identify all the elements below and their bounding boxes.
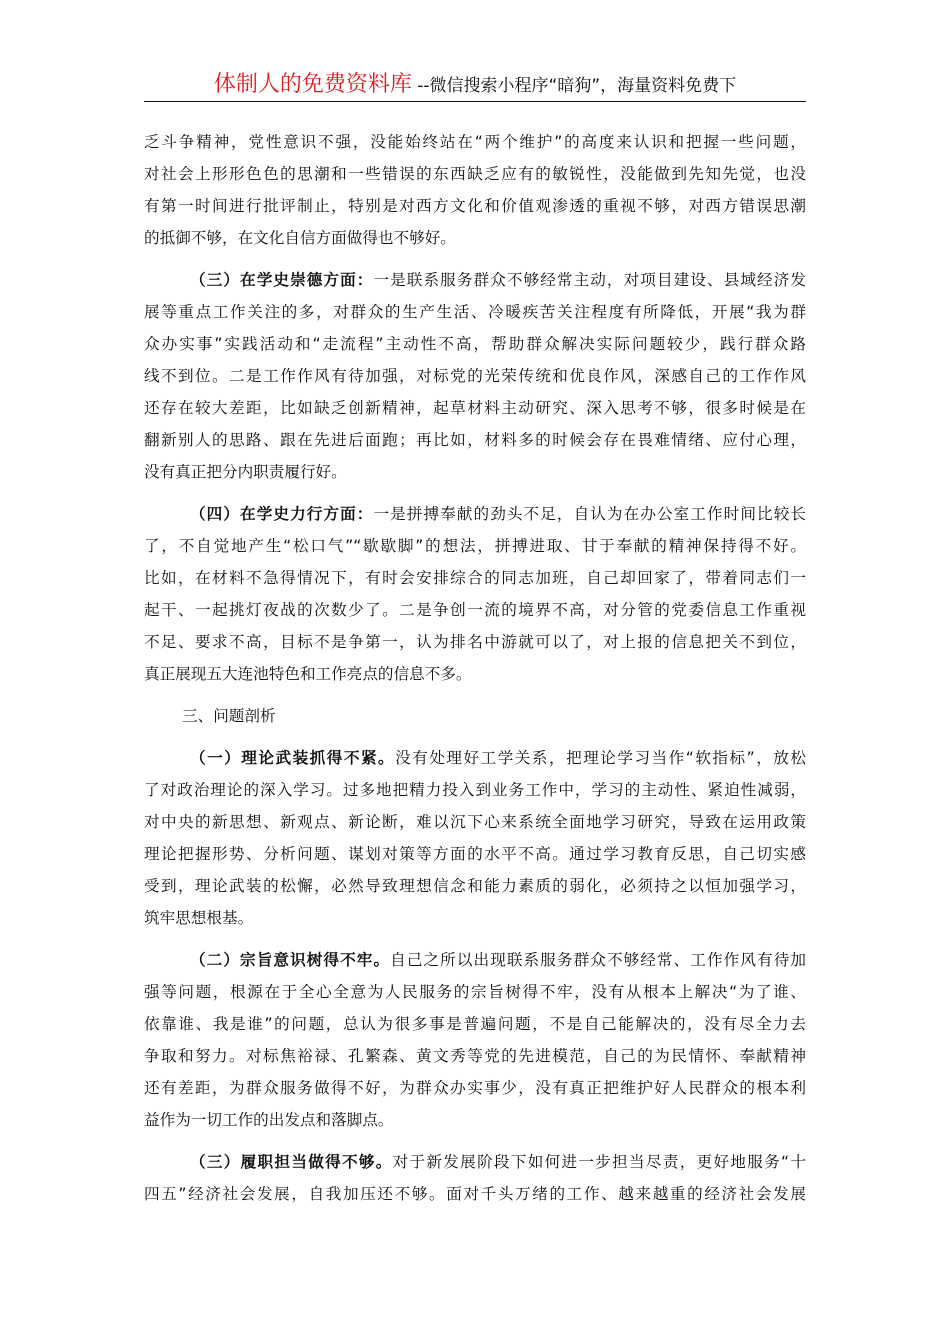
- text-line: 众办实事”实践活动和“走流程”主动性不高，帮助群众解决实际问题较少，践行群众路: [144, 335, 806, 353]
- text-line: 起干、一起挑灯夜战的次数少了。二是争创一流的境界不高，对分管的党委信息工作重视: [144, 601, 806, 619]
- text-line: 有第一时间进行批评制止，特别是对西方文化和价值观渗透的重视不够，对西方错误思潮: [144, 197, 806, 215]
- text-line: [144, 264, 806, 296]
- header-title-rest: --微信搜索小程序“暗狗”，海量资料免费下: [411, 76, 737, 96]
- text-line: 真正展现五大连池特色和工作亮点的信息不多。: [144, 665, 472, 683]
- text-line: [144, 1146, 806, 1178]
- paragraph: [144, 944, 806, 1136]
- text-line: [144, 498, 806, 530]
- text-line: 比如，在材料不急得情况下，有时会安排综合的同志加班，自己却回家了，带着同志们一: [144, 569, 806, 587]
- text-line: [144, 944, 806, 976]
- text-line: 没有真正把分内职责履行好。: [144, 463, 347, 481]
- text-line: 筑牢思想根基。: [144, 909, 254, 927]
- heading-text: 三、问题剖析: [182, 707, 276, 725]
- line-text: 一是联系服务群众不够经常主动，对项目建设、县域经济发: [373, 271, 806, 289]
- paragraph: [144, 742, 806, 934]
- text-line: 还有差距，为群众服务做得不好，为群众办实事少，没有真正把维护好人民群众的根本利: [144, 1079, 806, 1097]
- text-line: 对中央的新思想、新观点、新论断，难以沉下心来系统全面地学习研究，导致在运用政策: [144, 813, 806, 831]
- text-line: 了，不自觉地产生“松口气”“歇歇脚”的想法，拼搏进取、甘于奉献的精神保持得不好。: [144, 537, 806, 555]
- text-line: 益作为一切工作的出发点和落脚点。: [144, 1111, 394, 1129]
- document-body: [144, 126, 806, 1220]
- section-heading: [144, 700, 806, 732]
- paragraph: [144, 1146, 806, 1210]
- text-line: 展等重点工作关注的多，对群众的生产生活、冷暖疾苦关注程度有所降低，开展“我为群: [144, 303, 806, 321]
- text-line: 翻新别人的思路、跟在先进后面跑；再比如，材料多的时候会存在畏难情绪、应付心理，: [144, 431, 806, 449]
- line-text: 对于新发展阶段下如何进一步担当尽责，更好地服务“十: [392, 1153, 806, 1171]
- text-line: 受到，理论武装的松懈，必然导致理想信念和能力素质的弱化，必须持之以恒加强学习，: [144, 877, 806, 895]
- text-line: 还存在较大差距，比如缺乏创新精神，起草材料主动研究、深入思考不够，很多时候是在: [144, 399, 806, 417]
- paragraph-lead: （三）履职担当做得不够。: [190, 1153, 393, 1171]
- paragraph: [144, 264, 806, 488]
- text-line: 了对政治理论的深入学习。过多地把精力投入到业务工作中，学习的主动性、紧迫性减弱，: [144, 781, 806, 799]
- line-text: 没有处理好工学关系，把理论学习当作“软指标”，放松: [395, 749, 806, 767]
- text-line: 的抵御不够，在文化自信方面做得也不够好。: [144, 229, 456, 247]
- text-line: 线不到位。二是工作作风有待加强，对标党的光荣传统和优良作风，深感自己的工作作风: [144, 367, 806, 385]
- page-header: [144, 70, 806, 102]
- text-line: [144, 742, 806, 774]
- text-line: 理论把握形势、分析问题、谋划对策等方面的水平不高。通过学习教育反思，自己切实感: [144, 845, 806, 863]
- paragraph-lead: （二）宗旨意识树得不牢。: [190, 951, 391, 969]
- text-line: 不足、要求不高，目标不是争第一，认为排名中游就可以了，对上报的信息把关不到位，: [144, 633, 806, 651]
- text-line: 强等问题，根源在于全心全意为人民服务的宗旨树得不牢，没有从根本上解决“为了谁、: [144, 983, 806, 1001]
- paragraph-lead: （四）在学史力行方面：: [190, 505, 374, 523]
- paragraph-lead: （三）在学史崇德方面：: [190, 271, 374, 289]
- text-line: 乏斗争精神，党性意识不强，没能始终站在“两个维护”的高度来认识和把握一些问题，: [144, 133, 806, 151]
- header-title-red: 体制人的免费资料库: [213, 72, 412, 97]
- line-text: 一是拼搏奉献的劲头不足，自认为在办公室工作时间比较长: [373, 505, 806, 523]
- paragraph: [144, 126, 806, 254]
- line-text: 自己之所以出现联系服务群众不够经常、工作作风有待加: [390, 951, 806, 969]
- text-line: 依靠谁、我是谁”的问题，总认为很多事是普遍问题，不是自己能解决的，没有尽全力去: [144, 1015, 806, 1033]
- paragraph: [144, 498, 806, 690]
- text-line: 争取和努力。对标焦裕禄、孔繁森、黄文秀等党的先进模范，自己的为民情怀、奉献精神: [144, 1047, 806, 1065]
- text-line: 对社会上形形色色的思潮和一些错误的东西缺乏应有的敏锐性，没能做到先知先觉，也没: [144, 165, 806, 183]
- text-line: 四五”经济社会发展，自我加压还不够。面对千头万绪的工作、越来越重的经济社会发展: [144, 1185, 806, 1203]
- paragraph-lead: （一）理论武装抓得不紧。: [190, 749, 396, 767]
